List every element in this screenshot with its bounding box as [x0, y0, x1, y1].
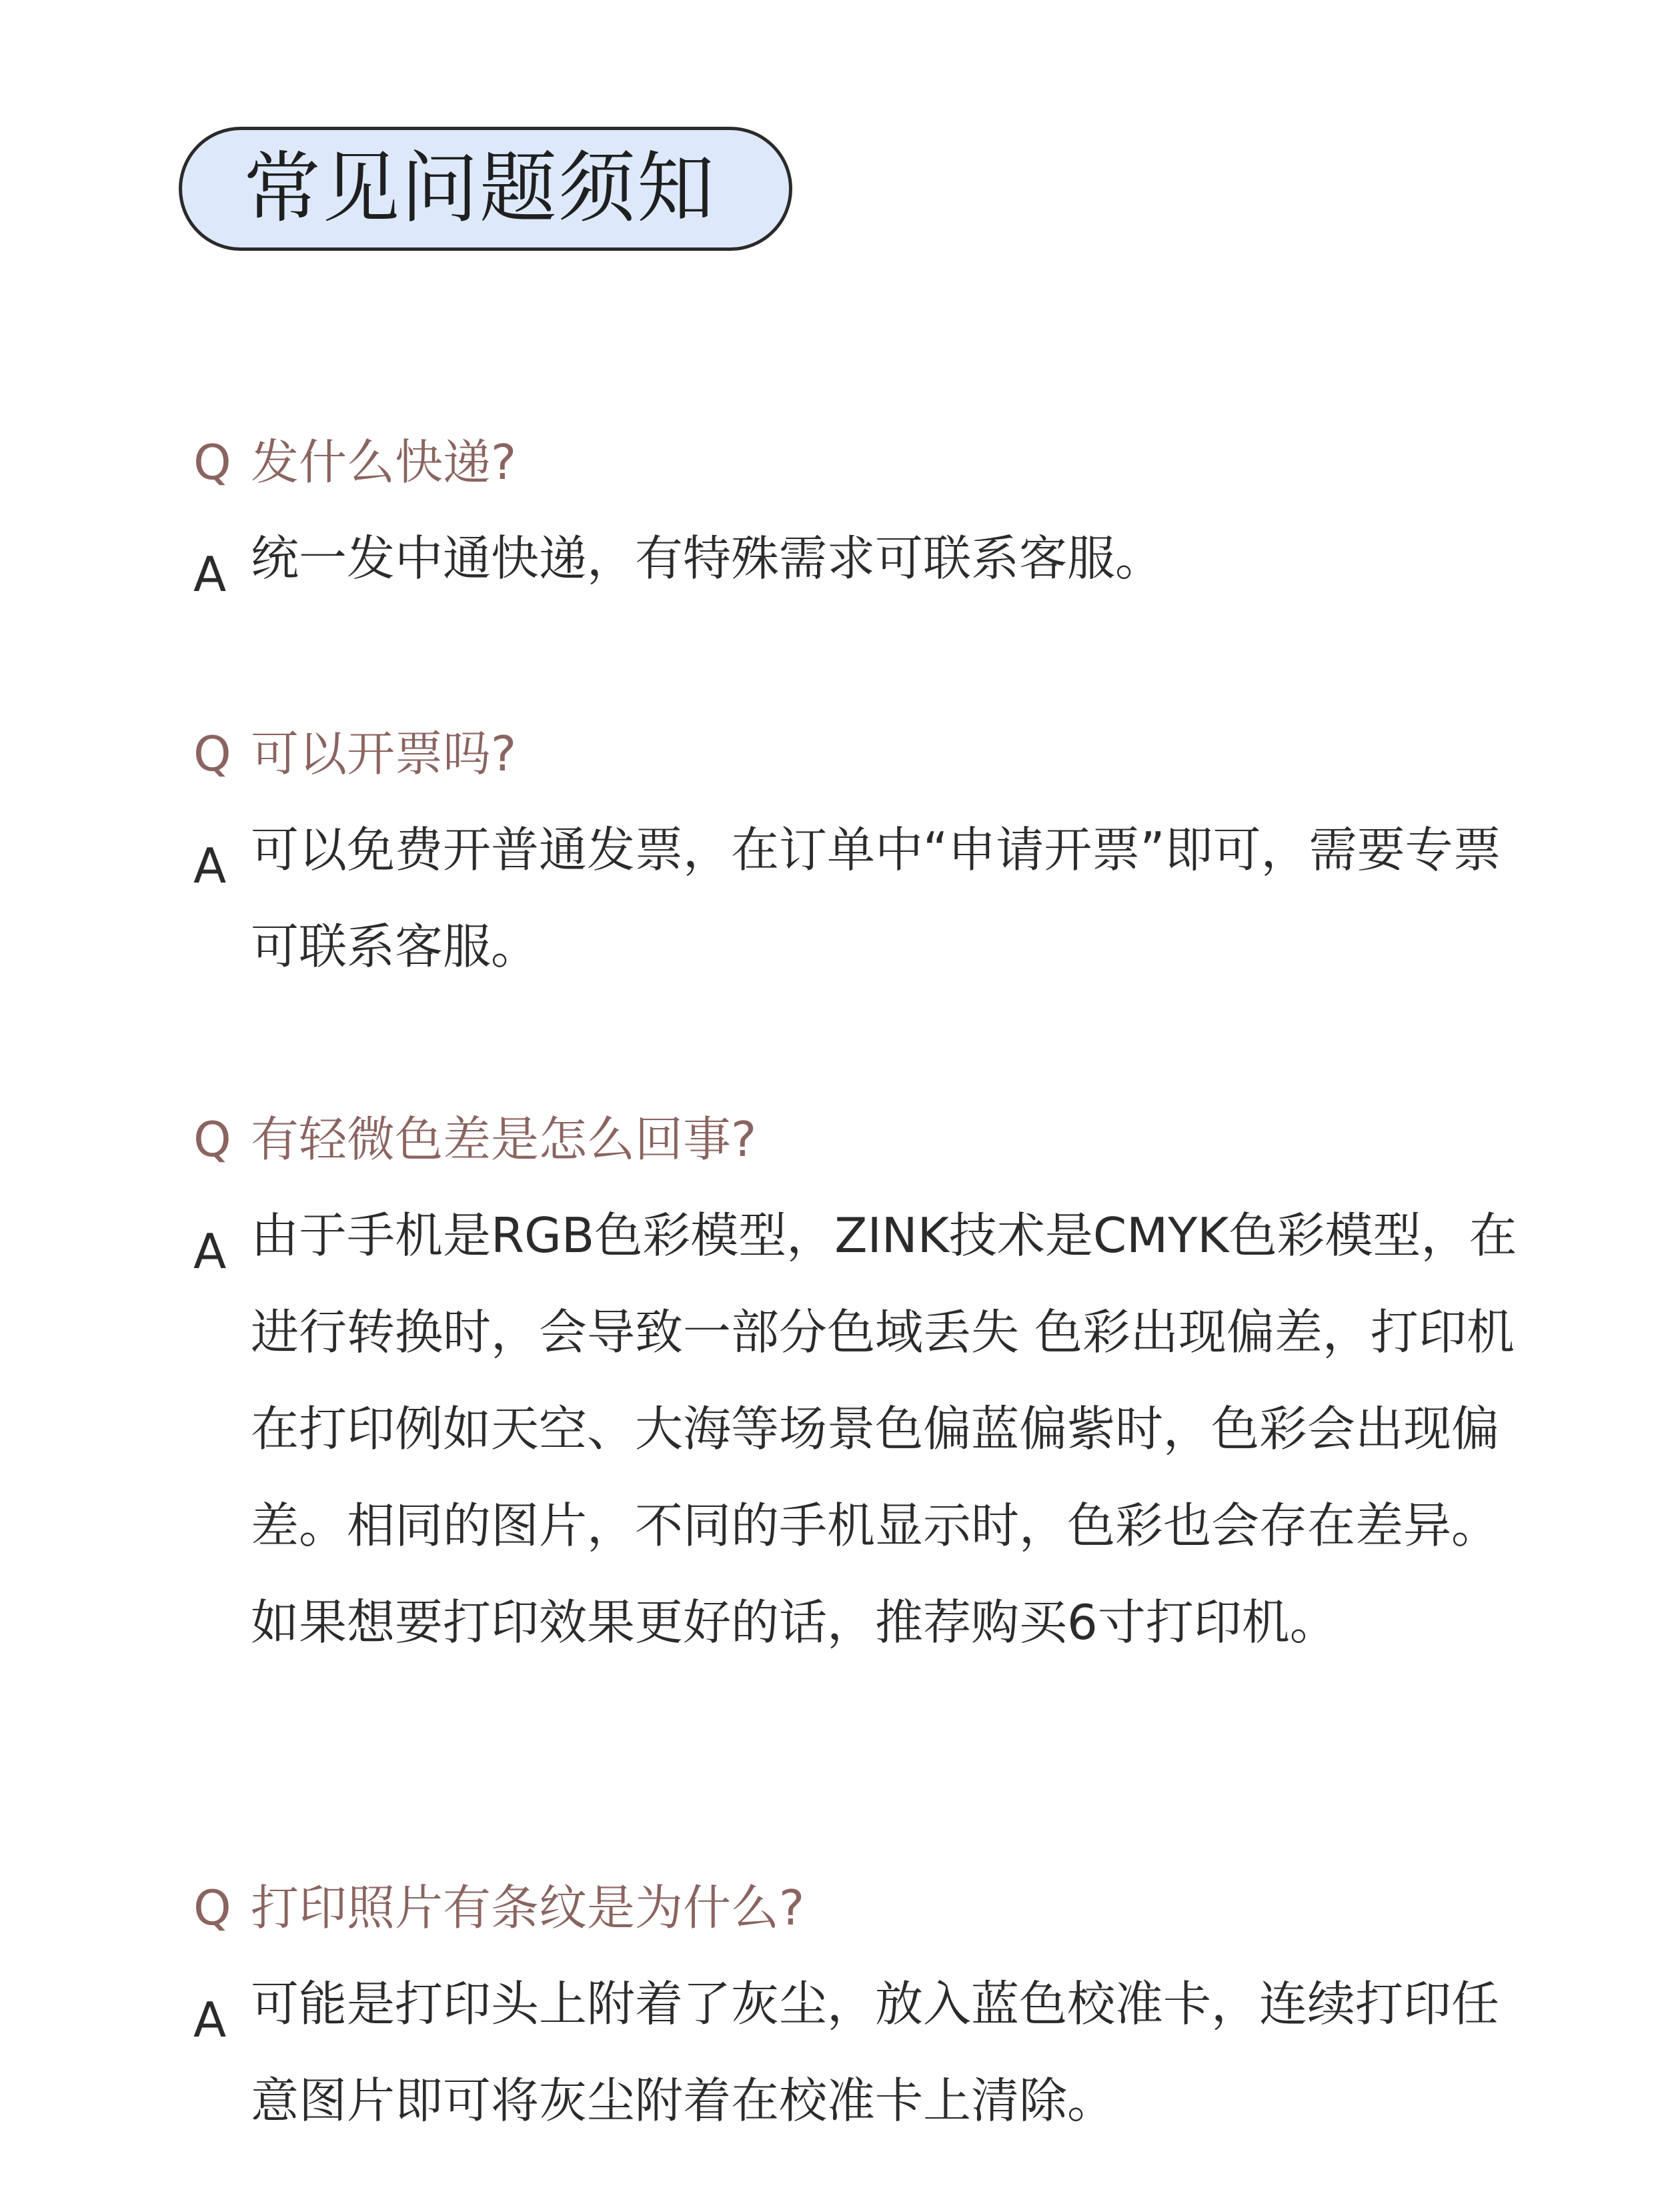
question: [193, 1107, 1527, 1171]
answer: [193, 1972, 1527, 2149]
answer-text: 可能是打印头上附着了灰尘，放入蓝色校准卡，连续打印任意图片即可将灰尘附着在校准卡上清除。: [251, 1976, 1500, 2129]
question-text: 打印照片有条纹是为什么?: [251, 1880, 805, 1936]
page-title: 常见问题须知: [243, 143, 716, 233]
answer-text: 统一发中通快递，有特殊需求可联系客服。: [251, 530, 1164, 586]
answer-prefix: A: [193, 1223, 227, 1279]
question-prefix: Q: [193, 1111, 231, 1167]
answer-text: 可以免费开普通发票，在订单中“申请开票”即可，需要专票可联系客服。: [251, 822, 1501, 975]
faq-item-invoice: [193, 722, 1527, 995]
question-prefix: Q: [193, 1880, 231, 1936]
question: [193, 722, 1527, 786]
answer: [193, 1203, 1527, 1671]
faq-item-shipping: [193, 430, 1527, 623]
answer-prefix: A: [193, 546, 227, 602]
question-text: 有轻微色差是怎么回事?: [251, 1111, 757, 1167]
question-prefix: Q: [193, 726, 231, 782]
question-prefix: Q: [193, 434, 231, 490]
question: [193, 430, 1527, 494]
answer: [193, 526, 1527, 623]
faq-item-stripes: [193, 1876, 1527, 2149]
faq-item-color-difference: [193, 1107, 1527, 1671]
question-text: 发什么快递?: [251, 434, 517, 490]
title-badge: [179, 127, 792, 251]
question: [193, 1876, 1527, 1940]
answer-prefix: A: [193, 838, 227, 894]
answer-text: 由于手机是RGB色彩模型，ZINK技术是CMYK色彩模型，在进行转换时，会导致一部分色域丢失 色彩出现偏差，打印机在打印例如天空、大海等场景色偏蓝偏紫时，色彩会出现偏差。相同的图片，不同的手机显示时，色彩也会存在差异。如果想要打印效果更好的话，推荐购买6寸打印机。: [251, 1207, 1517, 1650]
question-text: 可以开票吗?: [251, 726, 517, 782]
answer-prefix: A: [193, 1992, 227, 2048]
answer: [193, 818, 1527, 995]
